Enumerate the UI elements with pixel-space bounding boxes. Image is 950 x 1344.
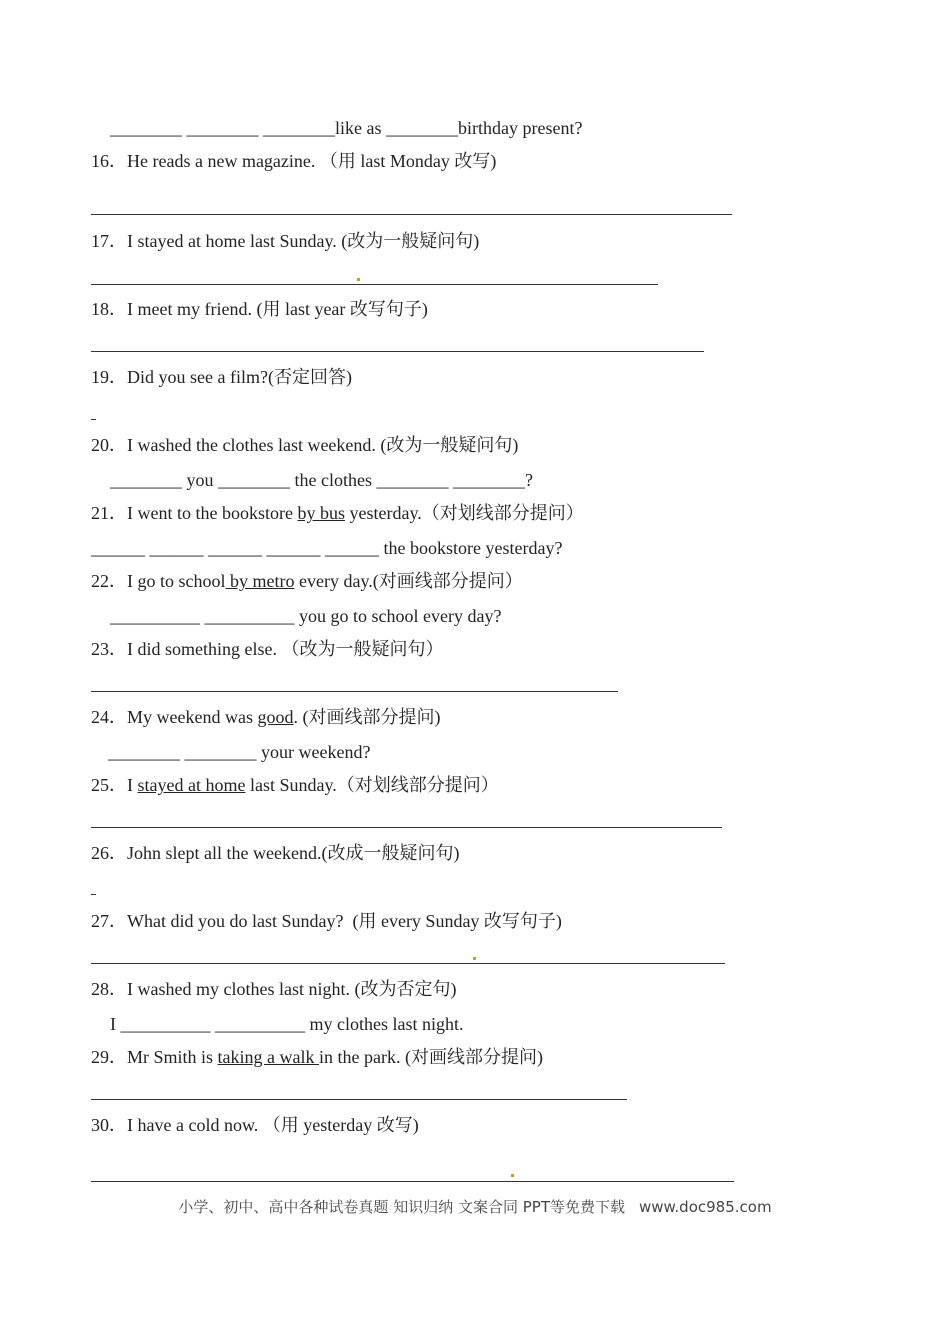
question-text: . (对画线部分提问) [293, 707, 441, 727]
fill-text: birthday present? [458, 118, 583, 138]
fill-line-22[interactable]: __________ __________ you go to school every day? [110, 606, 502, 626]
fill-text: like as [335, 118, 386, 138]
fill-line-24[interactable]: ________ ________ your weekend? [108, 742, 371, 762]
blank[interactable]: ________ [110, 118, 182, 138]
underlined-part: taking a walk [217, 1047, 320, 1067]
fill-line-20[interactable]: ________ you ________ the clothes ________ ________? [110, 470, 533, 490]
answer-line-29[interactable] [91, 1099, 627, 1100]
question-text: 21．I went to the bookstore [91, 503, 298, 523]
question-29 [91, 1046, 543, 1068]
question-23: 23．I did something else. （改为一般疑问句） [91, 639, 444, 659]
answer-dash-19[interactable] [91, 419, 96, 420]
answer-line-18[interactable] [91, 351, 704, 352]
question-26: 26．John slept all the weekend.(改成一般疑问句) [91, 843, 460, 863]
question-text: last Sunday.（对划线部分提问） [245, 775, 499, 795]
underlined-part: by bus [297, 503, 345, 523]
blank[interactable]: ________ [263, 118, 335, 138]
mark-dot [473, 957, 476, 960]
question-21 [91, 502, 584, 524]
question-16: 16．He reads a new magazine. （用 last Monday 改写) [91, 151, 497, 171]
q15-fill-line [110, 117, 582, 139]
question-22 [91, 570, 523, 592]
blank[interactable]: ________ [186, 118, 259, 138]
question-text: every day.(对画线部分提问） [294, 571, 523, 591]
question-20: 20．I washed the clothes last weekend. (改为一般疑问句) [91, 435, 519, 455]
question-text: yesterday.（对划线部分提问） [344, 503, 584, 523]
footer-text: 小学、初中、高中各种试卷真题 知识归纳 文案合同 PPT等免费下载 [178, 1198, 625, 1216]
question-17: 17．I stayed at home last Sunday. (改为一般疑问句) [91, 231, 480, 251]
question-text: in the park. (对画线部分提问) [319, 1047, 543, 1067]
answer-line-30[interactable] [91, 1181, 734, 1182]
question-27: 27．What did you do last Sunday? (用 every Sunday 改写句子) [91, 911, 562, 931]
fill-line-21[interactable]: ______ ______ ______ ______ ______ the bookstore yesterday? [91, 538, 563, 558]
answer-line-16[interactable] [91, 214, 732, 215]
footer-website-link[interactable]: www.doc985.com [638, 1198, 772, 1216]
fill-line-28[interactable]: I __________ __________ my clothes last night. [110, 1014, 464, 1034]
question-text: 29．Mr Smith is [91, 1047, 218, 1067]
answer-line-17[interactable] [91, 284, 658, 285]
footer [0, 1196, 950, 1217]
answer-line-25[interactable] [91, 827, 722, 828]
question-18: 18．I meet my friend. (用 last year 改写句子) [91, 299, 428, 319]
question-text: 25．I [91, 775, 138, 795]
question-25 [91, 774, 499, 796]
blank[interactable]: ________ [386, 118, 458, 138]
mark-dot [511, 1174, 514, 1177]
answer-line-23[interactable] [91, 691, 618, 692]
question-text: 22．I go to school [91, 571, 226, 591]
question-30: 30．I have a cold now. （用 yesterday 改写) [91, 1115, 419, 1135]
question-24 [91, 706, 440, 728]
answer-dash-26[interactable] [91, 894, 96, 895]
underlined-part: good [257, 707, 294, 727]
underlined-part: by metro [225, 571, 295, 591]
question-28: 28．I washed my clothes last night. (改为否定句) [91, 979, 457, 999]
question-text: 24．My weekend was [91, 707, 258, 727]
question-19: 19．Did you see a film?(否定回答) [91, 367, 352, 387]
answer-line-27[interactable] [91, 963, 725, 964]
underlined-part: stayed at home [137, 775, 246, 795]
mark-dot [357, 278, 360, 281]
